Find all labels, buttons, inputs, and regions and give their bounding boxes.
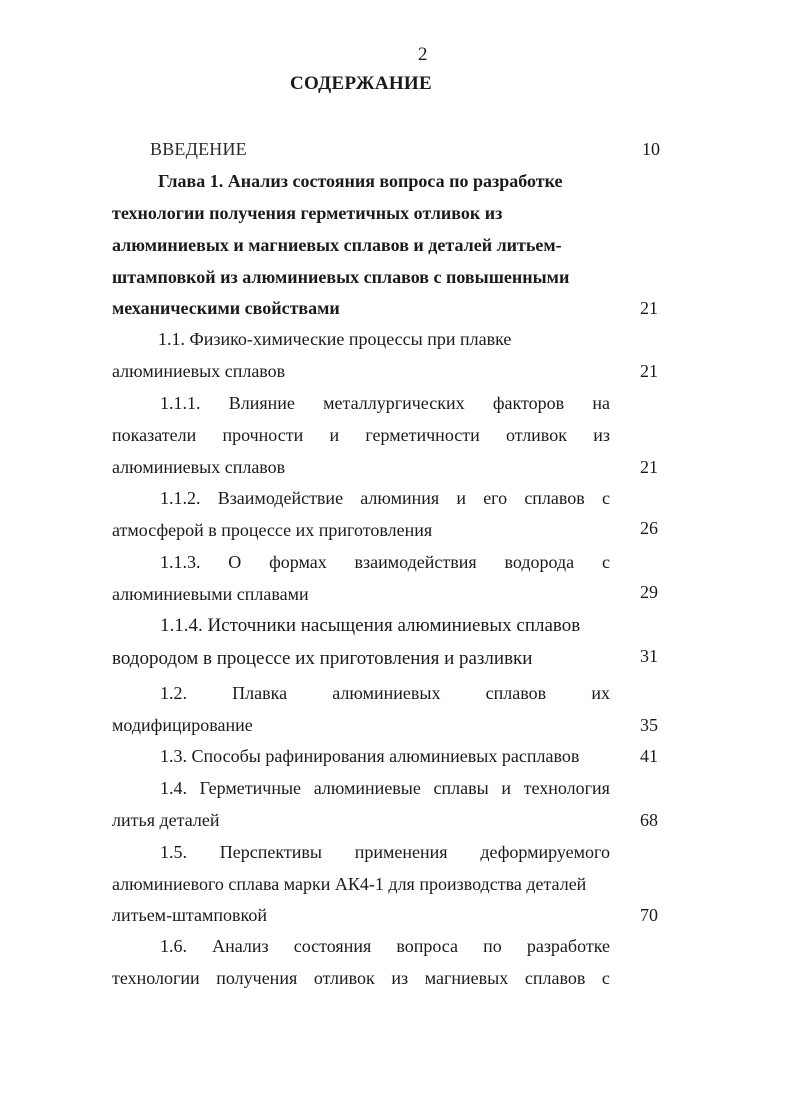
toc-entry-text: ВВЕДЕНИЕ [150,139,247,159]
toc-entry-line: 1.1.3. О формах взаимодействия водорода с [160,552,610,572]
toc-entry-line: водородом в процессе их приготовления и разливки [112,648,533,669]
toc-entry-line: Глава 1. Анализ состояния вопроса по разработке [158,171,563,191]
toc-entry-line: атмосферой в процессе их приготовления [112,520,433,540]
toc-entry-line: 1.1.2. Взаимодействие алюминия и его сплавов с [160,488,610,508]
toc-entry-line: 1.2. Плавка алюминиевых сплавов их [160,683,610,703]
toc-entry-line: алюминиевых сплавов [112,457,286,477]
toc-entry-line: 1.1. Физико-химические процессы при плавке [158,329,512,349]
toc-entry-line: 1.5. Перспективы применения деформируемого [160,842,610,862]
toc-entry-line: 1.1.1. Влияние металлургических факторов на [160,393,610,413]
page-title: СОДЕРЖАНИЕ [290,73,432,94]
toc-page-number: 29 [640,582,658,602]
toc-entry-line: литья деталей [112,810,220,830]
toc-entry-line: штамповкой из алюминиевых сплавов с повышенными [112,267,570,287]
toc-page-number: 26 [640,518,658,538]
toc-page-number: 21 [640,457,658,477]
toc-entry-line: алюминиевыми сплавами [112,584,309,604]
toc-entry-line: алюминиевого сплава марки АК4-1 для производства деталей [112,874,587,894]
toc-page-number: 10 [642,139,660,159]
toc-entry-line: 1.4. Герметичные алюминиевые сплавы и технология [160,778,610,798]
toc-entry-line: 1.3. Способы рафинирования алюминиевых расплавов [160,746,580,766]
toc-entry-line: литьем-штамповкой [112,905,267,925]
toc-entry-line: технологии получения отливок из магниевых сплавов с [112,968,610,988]
toc-page-number: 21 [640,361,658,381]
toc-entry-line: 1.1.4. Источники насыщения алюминиевых сплавов [160,615,581,636]
toc-page-number: 21 [640,298,658,318]
toc-entry-line: показатели прочности и герметичности отливок из [112,425,610,445]
toc-entry-line: алюминиевых и магниевых сплавов и деталей литьем- [112,235,562,255]
toc-entry-line: механическими свойствами [112,298,340,318]
toc-entry-line: технологии получения герметичных отливок из [112,203,503,223]
toc-page-number: 41 [640,746,658,766]
page-number: 2 [418,44,428,65]
toc-page-number: 35 [640,715,658,735]
toc-page-number: 70 [640,905,658,925]
toc-entry-line: алюминиевых сплавов [112,361,286,381]
toc-entry-line: модифицирование [112,715,253,735]
toc-page-number: 68 [640,810,658,830]
toc-page-number: 31 [640,646,658,666]
toc-entry-line: 1.6. Анализ состояния вопроса по разработке [160,936,610,956]
